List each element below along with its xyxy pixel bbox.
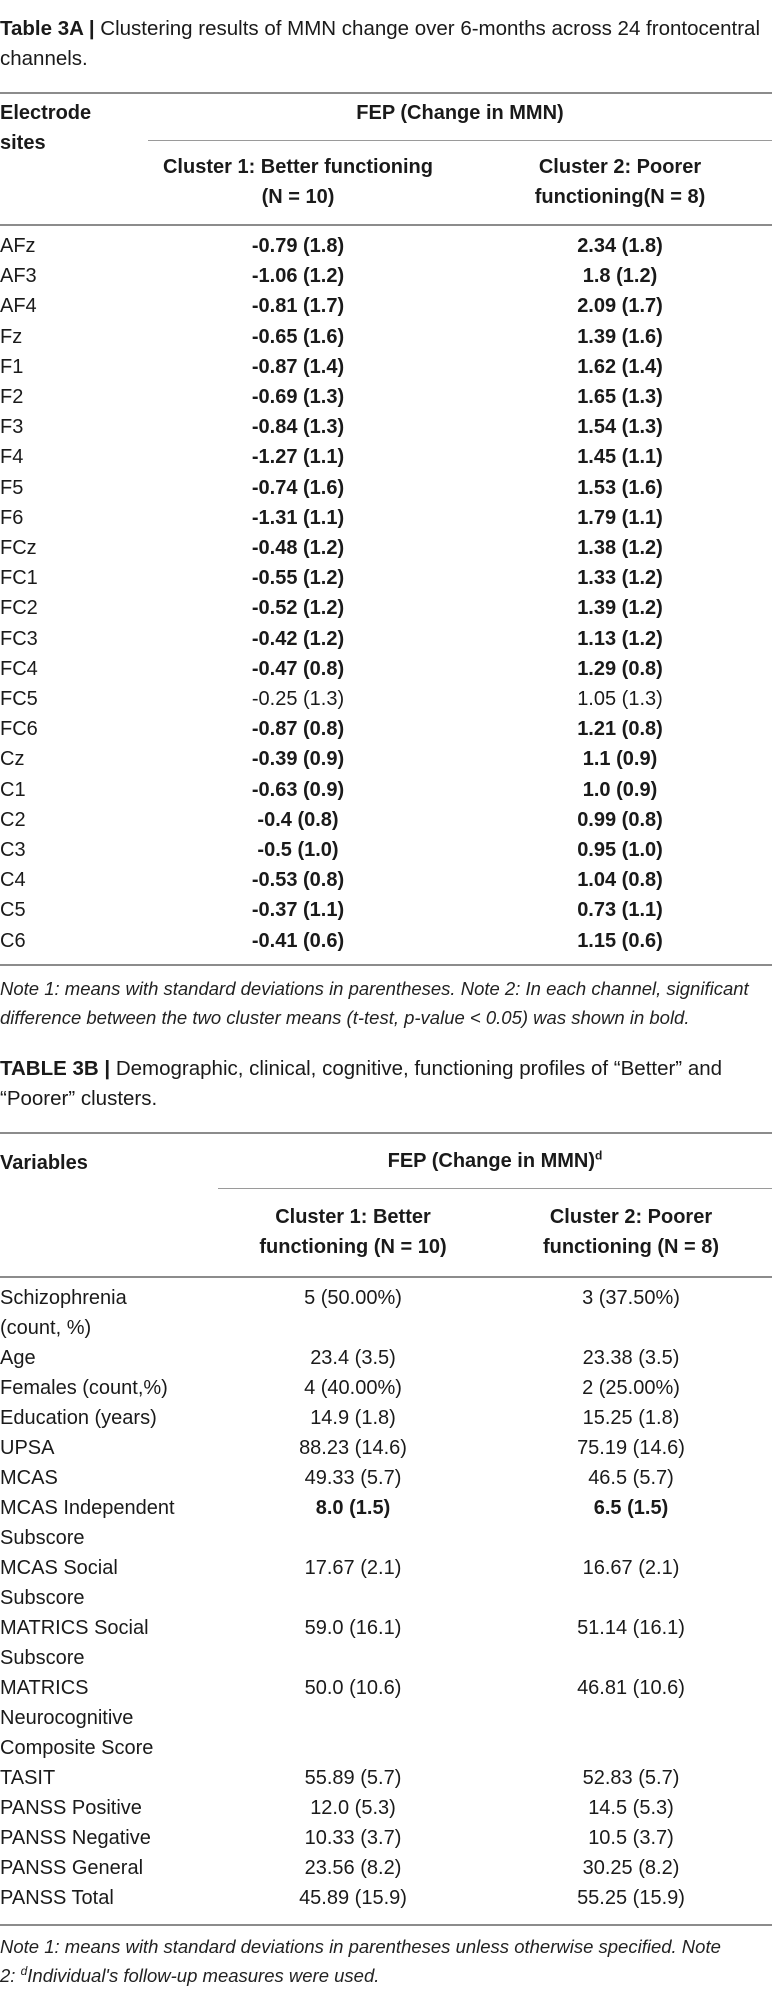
- table-3b-row-cluster1: 49.33 (5.7): [304, 1467, 402, 1489]
- table-3b-note-sup: d: [20, 1963, 28, 1978]
- table-3b-row-cluster2: 14.5 (5.3): [588, 1797, 674, 1819]
- table-3b-row-variable: PANSS General: [0, 1857, 144, 1879]
- table-3b-row-cluster2: 30.25 (8.2): [582, 1857, 680, 1879]
- table-3b-group-header-sup: d: [595, 1148, 603, 1163]
- table-3a-row-cluster1: -0.41 (0.6): [251, 929, 345, 952]
- table-3a-row-site: F1: [0, 355, 24, 378]
- table-3a-top-rule: [0, 92, 772, 94]
- table-3a-row-cluster1: -0.74 (1.6): [251, 476, 345, 499]
- table-3a-note-line1: Note 1: means with standard deviations in parentheses. Note 2: In each channel, significant: [0, 978, 749, 999]
- table-3a-row-cluster1: -0.5 (1.0): [257, 839, 339, 861]
- table-3b-row-cluster2: 23.38 (3.5): [582, 1347, 680, 1369]
- table-3a-row-cluster1: -0.4 (0.8): [257, 808, 339, 831]
- table-3b-row-cluster2: 6.5 (1.5): [593, 1497, 669, 1519]
- table-3b-row-cluster2: 2 (25.00%): [582, 1377, 680, 1399]
- table-3a-row-cluster2: 1.05 (1.3): [577, 688, 663, 710]
- table-3a-row-cluster1: -0.52 (1.2): [251, 597, 345, 620]
- table-3b-cluster2-header-line2: functioning (N = 8): [542, 1236, 720, 1258]
- table-3a-row-cluster2: 1.54 (1.3): [577, 416, 663, 439]
- table-3a-row-cluster2: 1.29 (0.8): [577, 657, 663, 680]
- table-3b-row-cluster2: 46.5 (5.7): [588, 1467, 674, 1489]
- table-3a-col-label-line2: sites: [0, 132, 46, 154]
- table-3a-row-cluster1: -1.27 (1.1): [251, 446, 345, 469]
- table-3a-row-cluster1: -0.81 (1.7): [251, 295, 345, 318]
- table-3a-row-site: AF3: [0, 265, 37, 288]
- table-3a-row-cluster2: 1.1 (0.9): [582, 748, 658, 771]
- table-3a-row-site: Fz: [0, 325, 23, 348]
- table-3a-header-rule: [0, 224, 772, 226]
- table-3b-col-label: Variables: [0, 1152, 88, 1174]
- table-3b-top-rule: [0, 1132, 772, 1134]
- table-3a-row-cluster2: 2.34 (1.8): [577, 235, 663, 257]
- table-3a-row-site: FC5: [0, 688, 38, 710]
- table-3a-bottom-rule: [0, 964, 772, 966]
- table-3b-row-variable: Composite Score: [0, 1737, 154, 1759]
- table-3b-row-cluster1: 14.9 (1.8): [310, 1407, 396, 1429]
- table-3b-group-header: [218, 1146, 772, 1176]
- table-3a-row-cluster2: 1.39 (1.6): [577, 325, 663, 348]
- table-3b-row-cluster2: 15.25 (1.8): [582, 1407, 680, 1429]
- table-3b-row-cluster1: 50.0 (10.6): [304, 1677, 402, 1699]
- table-3a-row-cluster1: -0.65 (1.6): [251, 325, 345, 348]
- table-3b-row-variable: Subscore: [0, 1587, 85, 1609]
- table-3a-row-cluster1: -0.53 (0.8): [251, 869, 345, 892]
- table-3a-row-cluster1: -0.87 (0.8): [251, 718, 345, 741]
- table-3b-row-variable: PANSS Negative: [0, 1827, 151, 1849]
- table-3b-caption-label: TABLE 3B |: [0, 1057, 111, 1080]
- table-3a-row-cluster1: -0.39 (0.9): [251, 748, 345, 771]
- table-3a-row-cluster1: -0.37 (1.1): [251, 899, 345, 922]
- table-3b-row-cluster1: 59.0 (16.1): [304, 1617, 402, 1639]
- table-3b-row-variable: Females (count,%): [0, 1377, 168, 1399]
- table-3b-header-rule: [0, 1276, 772, 1278]
- table-3a-cluster2-header-line1: Cluster 2: Poorer: [538, 156, 702, 178]
- table-3b-row-cluster2: 46.81 (10.6): [577, 1677, 685, 1699]
- table-3b-caption-text: Demographic, clinical, cognitive, functioning profiles of “Better” and “Poorer” clusters.: [0, 1057, 723, 1110]
- table-3b-row-variable: MCAS Independent: [0, 1497, 175, 1519]
- table-3a-row-site: F3: [0, 416, 24, 439]
- table-3a-row-site: FCz: [0, 537, 37, 559]
- table-3b-row-variable: MATRICS Social: [0, 1617, 149, 1639]
- table-3a-row-cluster2: 0.99 (0.8): [577, 808, 663, 831]
- table-3b-row-cluster1: 23.56 (8.2): [304, 1857, 402, 1879]
- table-3a-cluster2-header-line2: functioning(N = 8): [534, 186, 706, 208]
- table-3a-row-site: FC2: [0, 597, 38, 620]
- table-3a-row-cluster2: 1.62 (1.4): [577, 355, 663, 378]
- table-3a-row-cluster2: 2.09 (1.7): [577, 295, 663, 318]
- table-3a-cluster1-header-line2: (N = 10): [261, 186, 335, 208]
- table-3b-row-cluster2: 10.5 (3.7): [588, 1827, 674, 1849]
- table-3b-note-prefix: 2:: [0, 1965, 21, 1986]
- table-3a-caption-label: Table 3A |: [0, 17, 95, 40]
- table-3b-row-cluster1: 8.0 (1.5): [315, 1497, 391, 1519]
- table-3a-row-cluster1: -1.06 (1.2): [251, 265, 345, 288]
- table-3b-row-cluster2: 16.67 (2.1): [582, 1557, 680, 1579]
- table-3a-row-cluster2: 1.21 (0.8): [577, 718, 663, 741]
- table-3b-row-cluster2: 75.19 (14.6): [577, 1437, 685, 1459]
- table-3b-cluster1-header-line2: functioning (N = 10): [259, 1236, 447, 1258]
- table-3a-row-cluster2: 1.39 (1.2): [577, 597, 663, 620]
- table-3a-row-site: FC4: [0, 657, 38, 680]
- table-3b-caption: [0, 1054, 764, 1114]
- table-3b-row-cluster1: 55.89 (5.7): [304, 1767, 402, 1789]
- table-3a-row-cluster1: -0.48 (1.2): [251, 537, 345, 559]
- table-3b-group-header-text: FEP (Change in MMN): [387, 1150, 596, 1172]
- table-3a-group-rule: [148, 140, 772, 141]
- table-3b-row-variable: Subscore: [0, 1527, 85, 1549]
- table-3a-caption-text: Clustering results of MMN change over 6-months across 24 frontocentral channels.: [0, 17, 761, 70]
- table-3a-row-cluster2: 1.04 (0.8): [577, 869, 663, 892]
- table-3b-row-cluster2: 51.14 (16.1): [577, 1617, 685, 1639]
- table-3b-row-variable: Subscore: [0, 1647, 85, 1669]
- table-3a-row-site: C3: [0, 839, 26, 861]
- table-3b-row-variable: MCAS: [0, 1467, 58, 1489]
- table-3b-row-cluster1: 17.67 (2.1): [304, 1557, 402, 1579]
- table-3a-col-label-line1: Electrode: [0, 102, 92, 124]
- table-3a-row-cluster2: 1.45 (1.1): [577, 446, 663, 469]
- table-3b-row-cluster1: 23.4 (3.5): [310, 1347, 396, 1369]
- table-3a-row-site: FC1: [0, 567, 38, 590]
- table-3b-row-cluster1: 88.23 (14.6): [299, 1437, 407, 1459]
- table-3a-row-site: C2: [0, 808, 26, 831]
- table-3a-row-site: C5: [0, 899, 26, 922]
- table-3b-row-cluster1: 10.33 (3.7): [304, 1827, 402, 1849]
- table-3b-note-line2: [0, 1961, 768, 1990]
- table-3a-row-cluster2: 1.13 (1.2): [577, 627, 663, 650]
- table-3b-row-variable: TASIT: [0, 1767, 56, 1789]
- table-3a-row-site: AFz: [0, 235, 36, 257]
- table-3b-row-variable: Age: [0, 1347, 36, 1369]
- table-3a-row-site: C1: [0, 778, 26, 801]
- table-3a-cluster1-header-line1: Cluster 1: Better functioning: [162, 156, 433, 178]
- table-3b-cluster2-header-line1: Cluster 2: Poorer: [549, 1206, 713, 1228]
- table-3a-row-cluster2: 1.65 (1.3): [577, 386, 663, 408]
- table-3b-row-variable: MATRICS: [0, 1677, 89, 1699]
- table-3a-row-site: F2: [0, 386, 24, 408]
- table-3a-row-site: C6: [0, 929, 26, 952]
- table-3b-cluster1-header-line1: Cluster 1: Better: [275, 1206, 431, 1228]
- table-3a-group-header: FEP (Change in MMN): [356, 102, 564, 124]
- table-3a-row-cluster2: 0.73 (1.1): [577, 899, 663, 922]
- table-3a-row-cluster2: 1.0 (0.9): [582, 778, 658, 801]
- table-3a-note-line2: difference between the two cluster means (t-test, p-value < 0.05) was shown in bold.: [0, 1007, 690, 1028]
- table-3a-row-cluster1: -0.87 (1.4): [251, 355, 345, 378]
- table-3a-row-cluster1: -1.31 (1.1): [251, 506, 345, 529]
- table-3b-row-variable: Education (years): [0, 1407, 157, 1429]
- table-3b-row-cluster2: 55.25 (15.9): [577, 1887, 685, 1909]
- table-3a-row-cluster2: 1.15 (0.6): [577, 929, 663, 952]
- table-3a-row-site: C4: [0, 869, 26, 892]
- table-3b-row-variable: PANSS Total: [0, 1887, 114, 1909]
- table-3b-row-variable: Schizophrenia: [0, 1287, 127, 1309]
- table-3b-group-rule: [218, 1188, 772, 1189]
- table-3a-row-cluster2: 1.53 (1.6): [577, 476, 663, 499]
- table-3a-row-cluster2: 1.79 (1.1): [577, 506, 663, 529]
- table-3a-row-cluster1: -0.69 (1.3): [251, 386, 345, 408]
- table-3b-row-variable: Neurocognitive: [0, 1707, 134, 1729]
- table-3b-row-cluster1: 12.0 (5.3): [310, 1797, 396, 1819]
- table-3a-row-cluster1: -0.42 (1.2): [251, 627, 345, 650]
- table-3b-row-variable: (count, %): [0, 1317, 92, 1339]
- table-3a-caption: [0, 14, 764, 74]
- table-3a-row-site: F4: [0, 446, 24, 469]
- table-3a-row-cluster2: 1.8 (1.2): [582, 265, 658, 288]
- table-3a-row-cluster1: -0.25 (1.3): [251, 688, 345, 710]
- table-3b-row-variable: UPSA: [0, 1437, 55, 1459]
- table-3b-row-cluster1: 4 (40.00%): [304, 1377, 402, 1399]
- table-3b-row-cluster2: 52.83 (5.7): [582, 1767, 680, 1789]
- table-3b-bottom-rule: [0, 1924, 772, 1926]
- table-3b-row-cluster2: 3 (37.50%): [582, 1287, 680, 1309]
- table-3b-row-variable: MCAS Social: [0, 1557, 118, 1579]
- table-3a-row-cluster2: 1.38 (1.2): [577, 537, 663, 559]
- table-3a-row-site: F5: [0, 476, 24, 499]
- table-3a-row-site: FC3: [0, 627, 38, 650]
- table-3a-row-site: F6: [0, 506, 24, 529]
- table-3a-row-cluster1: -0.55 (1.2): [251, 567, 345, 590]
- table-3b-row-cluster1: 5 (50.00%): [304, 1287, 402, 1309]
- table-3a-row-cluster2: 1.33 (1.2): [577, 567, 663, 590]
- table-3a-row-cluster1: -0.47 (0.8): [251, 657, 345, 680]
- table-3a-row-site: AF4: [0, 295, 37, 318]
- table-3b-note-text: Individual's follow-up measures were used.: [27, 1965, 380, 1986]
- table-3b-row-cluster1: 45.89 (15.9): [299, 1887, 407, 1909]
- table-3b-row-variable: PANSS Positive: [0, 1797, 142, 1819]
- table-3a-row-cluster1: -0.63 (0.9): [251, 778, 345, 801]
- table-3a-row-site: FC6: [0, 718, 38, 741]
- table-3a-row-cluster2: 0.95 (1.0): [577, 839, 663, 861]
- table-3a-row-site: Cz: [0, 748, 25, 771]
- table-3a-row-cluster1: -0.84 (1.3): [251, 416, 345, 439]
- table-3a-row-cluster1: -0.79 (1.8): [251, 235, 345, 257]
- table-3b-note-line1: Note 1: means with standard deviations in parentheses unless otherwise specified. Note: [0, 1936, 721, 1957]
